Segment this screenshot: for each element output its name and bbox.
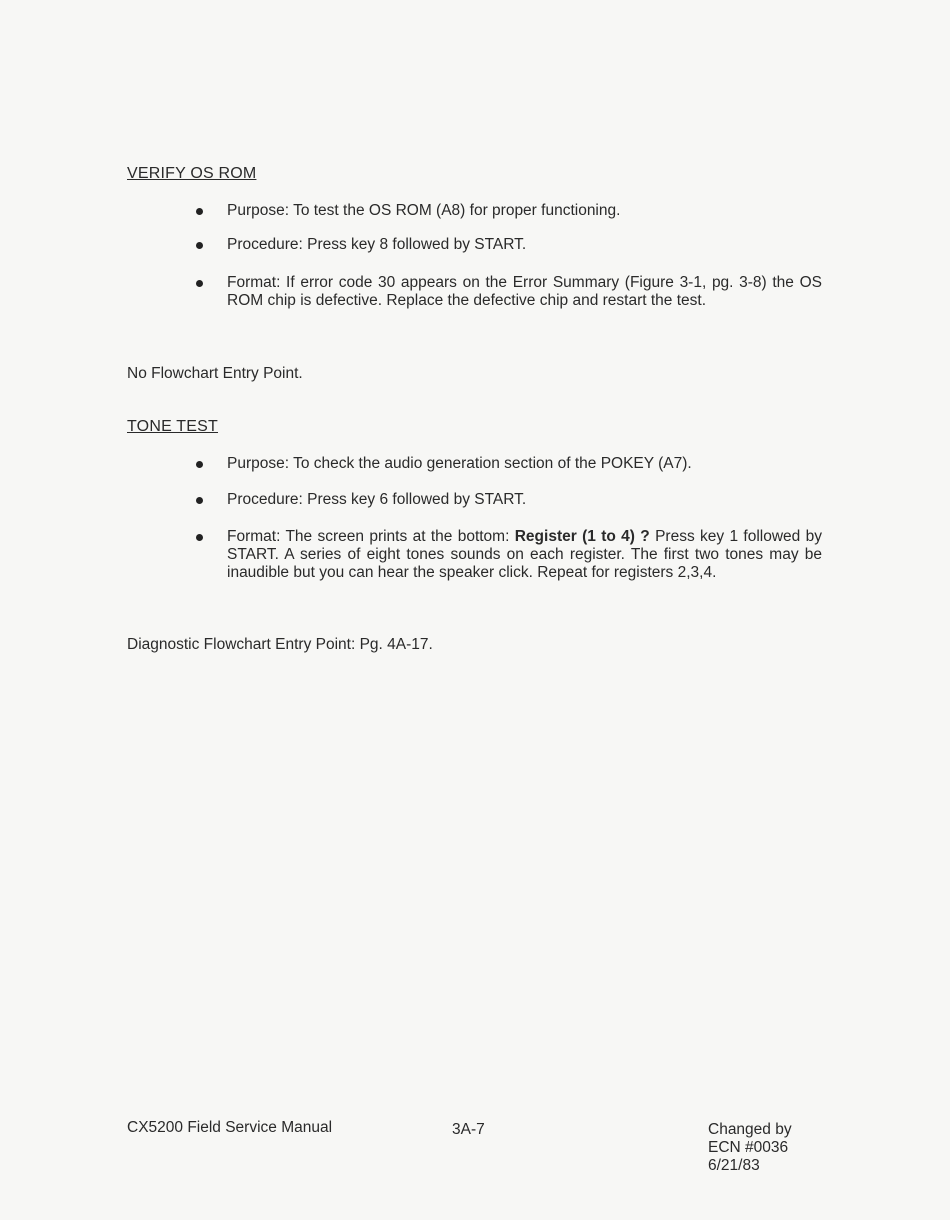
note-diagnostic-flowchart: Diagnostic Flowchart Entry Point: Pg. 4A-17. (127, 636, 433, 653)
bullet-text: Format: If error code 30 appears on the Error Summary (Figure 3-1, pg. 3-8) the OS ROM chip is defective. Replace the defective chip and restart the test. (227, 274, 822, 309)
bullet-text (227, 528, 822, 582)
footer-change-note (708, 1121, 792, 1175)
bullet-dot-icon (196, 534, 203, 541)
bullet-dot-icon (196, 497, 203, 504)
bullet-format-tone (200, 528, 822, 582)
bullet-dot-icon (196, 461, 203, 468)
footer-manual-title: CX5200 Field Service Manual (127, 1119, 333, 1136)
bullet-purpose-os-rom (200, 202, 822, 220)
bullet-text: Procedure: Press key 6 followed by START. (227, 491, 527, 508)
footer-change-line2: ECN #0036 (708, 1139, 789, 1156)
note-no-flowchart: No Flowchart Entry Point. (127, 365, 303, 382)
footer-change-line3: 6/21/83 (708, 1157, 760, 1174)
bullet-dot-icon (196, 280, 203, 287)
format-pre-text: Format: The screen prints at the bottom: (227, 528, 515, 545)
bullet-text: Purpose: To test the OS ROM (A8) for proper functioning. (227, 202, 621, 219)
footer-page-number: 3A-7 (452, 1121, 485, 1138)
bullet-purpose-tone (200, 455, 822, 473)
footer-change-line1: Changed by (708, 1121, 792, 1138)
bullet-text: Purpose: To check the audio generation section of the POKEY (A7). (227, 455, 692, 472)
section-heading-verify-os-rom: VERIFY OS ROM (127, 165, 257, 182)
bullet-format-os-rom (200, 274, 822, 310)
register-prompt: Register (1 to 4) ? (514, 528, 650, 545)
bullet-dot-icon (196, 242, 203, 249)
bullet-dot-icon (196, 208, 203, 215)
format-post-text: Press key 1 followed by START. A series of eight tones sounds on each register. The first two tones may be inaudible but you can hear the speaker click. Repeat for registers 2,3,4. (227, 528, 822, 581)
section-heading-tone-test: TONE TEST (127, 418, 219, 435)
bullet-procedure-os-rom (200, 236, 822, 254)
bullet-procedure-tone (200, 491, 822, 509)
bullet-text: Procedure: Press key 8 followed by START. (227, 236, 527, 253)
